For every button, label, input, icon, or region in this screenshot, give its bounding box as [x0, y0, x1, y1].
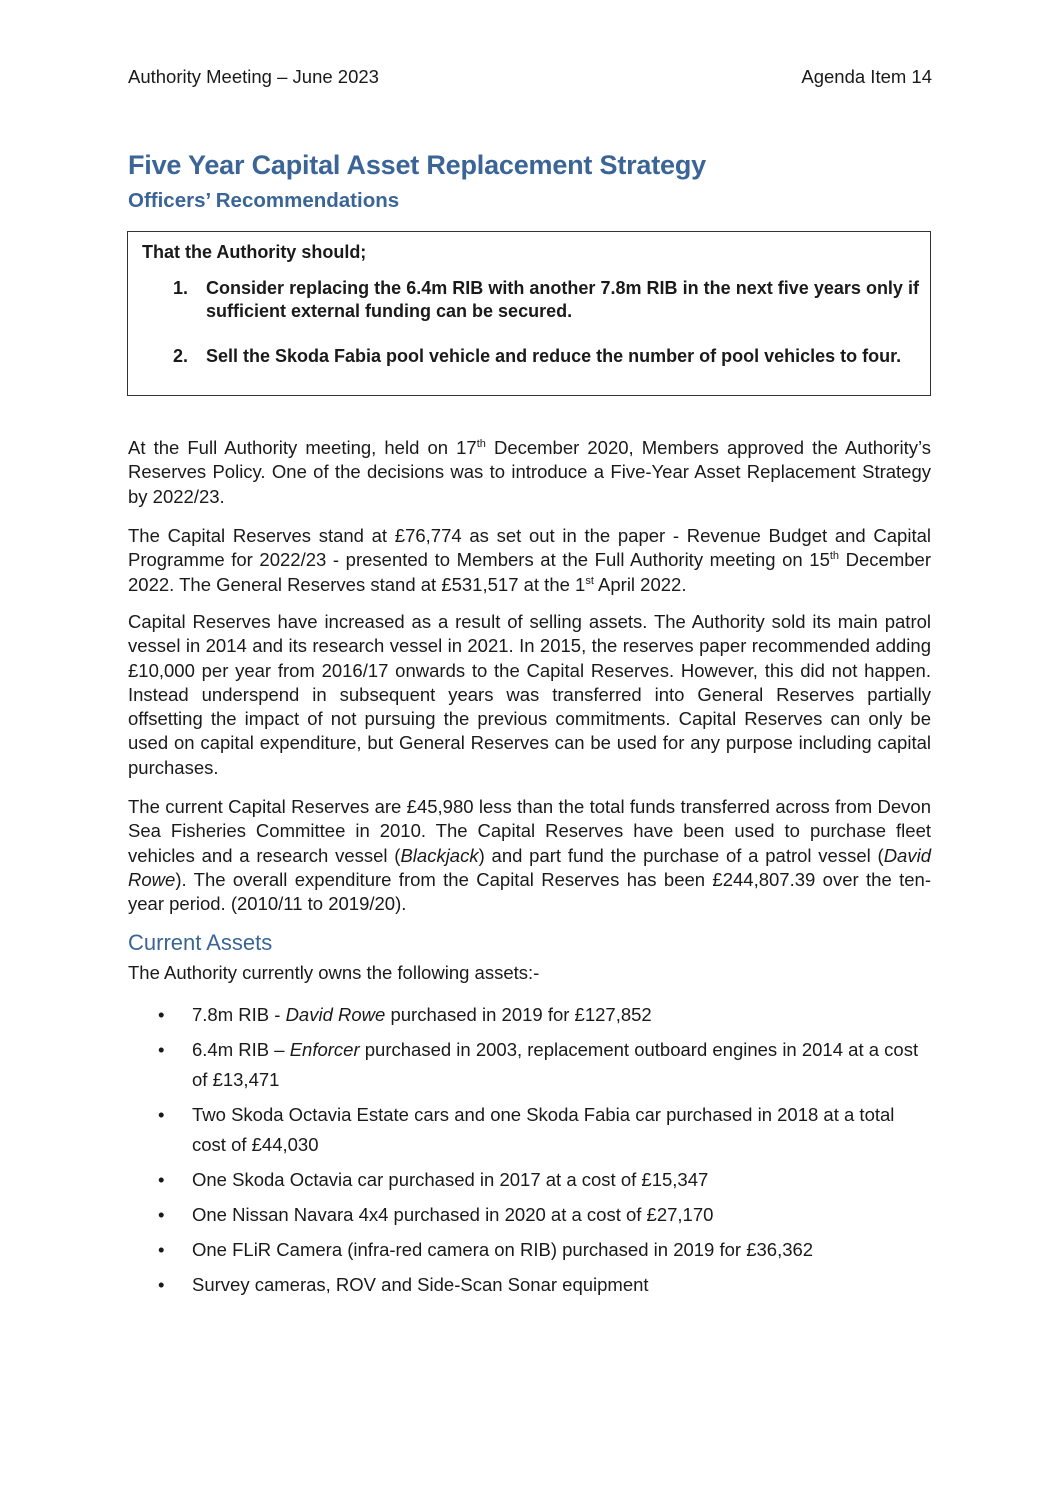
recommendation-number: 2. — [173, 346, 189, 366]
header-agenda-item: Agenda Item 14 — [801, 66, 932, 87]
vessel-name: Enforcer — [289, 1039, 360, 1060]
recommendation-text: Consider replacing the 6.4m RIB with another 7.8m RIB in the next five years only if sufficient external funding can be secured. — [206, 278, 919, 321]
text-run: Survey cameras, ROV and Side-Scan Sonar equipment — [192, 1274, 649, 1295]
list-item — [128, 1165, 931, 1195]
assets-list — [128, 1000, 931, 1305]
superscript: th — [829, 550, 840, 563]
text-run: 7.8m RIB - — [192, 1004, 286, 1025]
list-item — [128, 1235, 931, 1265]
text-run: purchased in 2019 for £127,852 — [385, 1004, 652, 1025]
bullet-icon: • — [158, 1274, 165, 1295]
recommendations-box — [127, 231, 931, 396]
text-run: The Capital Reserves stand at £76,774 as set out in the paper - Revenue Budget and Capital Programme for 2022/23 - presented to Members at the Full Authority meeting on 15 — [128, 525, 931, 571]
text-run: Two Skoda Octavia Estate cars and one Skoda Fabia car purchased in 2018 at a total cost of £44,030 — [192, 1104, 895, 1155]
paragraph-reserves-policy — [128, 436, 931, 509]
recommendations-intro: That the Authority should; — [142, 242, 367, 262]
recommendation-item — [173, 277, 919, 323]
paragraph-capital-reserves — [128, 524, 931, 597]
header-meeting: Authority Meeting – June 2023 — [128, 66, 379, 87]
text-run: December 2022. The General Reserves stand at £531,517 at the 1 — [128, 549, 931, 595]
list-item — [128, 1035, 931, 1095]
text-run: ). The overall expenditure from the Capital Reserves has been £244,807.39 over the ten-year period. (2010/11 to 2019/20). — [128, 868, 931, 915]
text-run: One Skoda Octavia car purchased in 2017 at a cost of £15,347 — [192, 1169, 709, 1190]
list-item — [128, 1270, 931, 1300]
text-run: One Nissan Navara 4x4 purchased in 2020 at a cost of £27,170 — [192, 1204, 714, 1225]
recommendation-item — [173, 345, 919, 368]
assets-lead-text: The Authority currently owns the following assets:- — [128, 962, 540, 983]
bullet-icon: • — [158, 1004, 165, 1025]
bullet-icon: • — [158, 1169, 165, 1190]
vessel-name: David Rowe — [285, 1004, 386, 1025]
superscript: th — [476, 437, 486, 450]
page-subtitle: Officers’ Recommendations — [128, 189, 400, 212]
bullet-icon: • — [158, 1104, 165, 1125]
text-run: ) and part fund the purchase of a patrol vessel ( — [478, 844, 884, 866]
text-run: December 2020, Members approved the Authority’s Reserves Policy. One of the decisions was to introduce a Five-Year Asset Replacement Strategy by 2022/23. — [128, 437, 931, 507]
paragraph-current-reserves — [128, 795, 931, 916]
text-run: 6.4m RIB – — [192, 1039, 290, 1060]
section-heading-current-assets: Current Assets — [128, 930, 273, 955]
recommendation-number: 1. — [173, 278, 189, 298]
bullet-icon: • — [158, 1039, 165, 1060]
text-run: One FLiR Camera (infra-red camera on RIB) purchased in 2019 for £36,362 — [192, 1239, 814, 1260]
text-run: The current Capital Reserves are £45,980 less than the total funds transferred across from Devon Sea Fisheries Committee in 2010. The Capital Reserves have been used to purchase fleet vehicles and a research vessel ( — [128, 796, 931, 866]
superscript: st — [585, 574, 594, 587]
bullet-icon: • — [158, 1204, 165, 1225]
recommendation-text: Sell the Skoda Fabia pool vehicle and reduce the number of pool vehicles to four. — [206, 346, 902, 366]
text-run: April 2022. — [593, 573, 687, 595]
vessel-name: David Rowe — [128, 844, 931, 890]
text-run: At the Full Authority meeting, held on 17 — [128, 437, 477, 458]
list-item — [128, 1200, 931, 1230]
list-item — [128, 1000, 931, 1030]
list-item — [128, 1100, 931, 1160]
page-title: Five Year Capital Asset Replacement Strategy — [128, 150, 706, 180]
paragraph-reserves-increase: Capital Reserves have increased as a result of selling assets. The Authority sold its main patrol vessel in 2014 and its research vessel in 2021. In 2015, the reserves paper recommended adding £10,000 per year from 2016/17 onwards to the Capital Reserves. However, this did not happen. Instead underspend in subsequent years was transferred into General Reserves partially offsetting the impact of not pursuing the previous commitments. Capital Reserves can only be used on capital expenditure, but General Reserves can be used for any purpose including capital purchases. — [128, 611, 931, 778]
vessel-name: Blackjack — [400, 844, 479, 866]
bullet-icon: • — [158, 1239, 165, 1260]
text-run: purchased in 2003, replacement outboard engines in 2014 at a cost of £13,471 — [192, 1039, 919, 1090]
